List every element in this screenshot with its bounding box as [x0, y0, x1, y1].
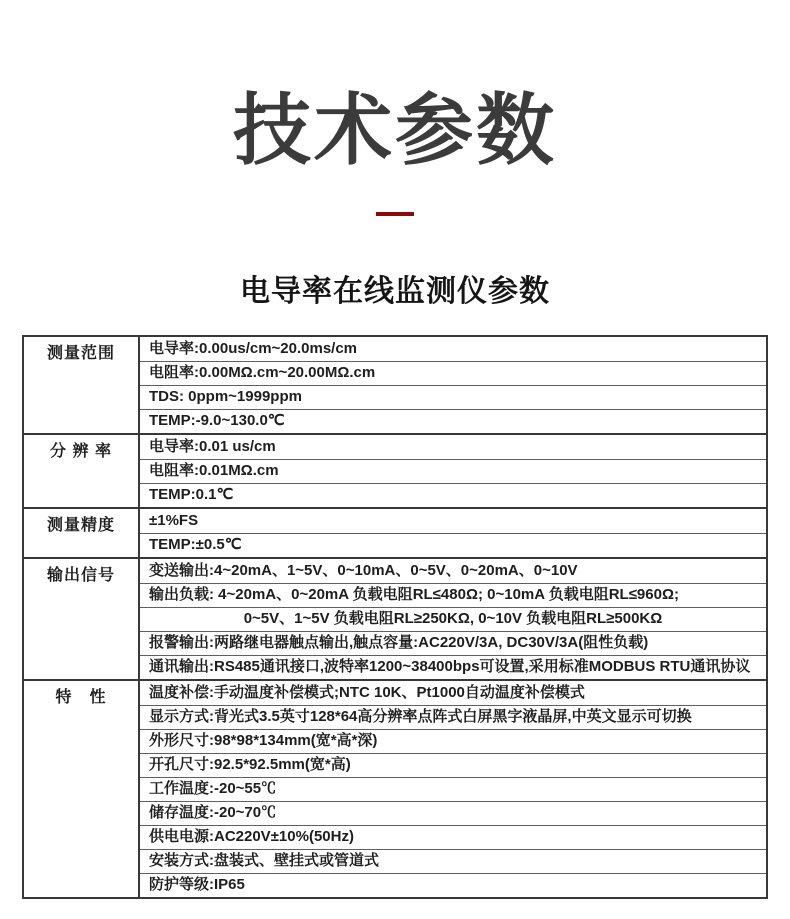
spec-row-output-load-cont: 0~5V、1~5V 负载电阻RL≥250KΩ, 0~10V 负载电阻RL≥500KΩ [140, 607, 766, 631]
spec-category-label: 测量精度 [24, 509, 140, 557]
spec-row-working-temp: 工作温度:-20~55℃ [140, 777, 766, 801]
spec-row-power-supply: 供电电源:AC220V±10%(50Hz) [140, 825, 766, 849]
spec-row-temp-resolution: TEMP:0.1℃ [140, 483, 766, 507]
spec-group-output-signal [24, 557, 766, 679]
spec-rows [140, 509, 766, 557]
spec-row-fs-accuracy: ±1%FS [149, 511, 199, 529]
spec-row-protection-rating: 防护等级:IP65 [140, 873, 766, 897]
spec-row-display-mode: 显示方式:背光式3.5英寸128*64高分辨率点阵式白屏黑字液晶屏,中英文显示可切换 [140, 705, 766, 729]
spec-rows [140, 435, 766, 507]
spec-row-storage-temp: 储存温度:-20~70℃ [140, 801, 766, 825]
spec-group-resolution [24, 433, 766, 507]
spec-group-measurement-range [24, 337, 766, 433]
spec-rows [140, 681, 766, 897]
spec-group-features [24, 679, 766, 897]
spec-row-comm-output: 通讯输出:RS485通讯接口,波特率1200~38400bps可设置,采用标准MODBUS RTU通讯协议 [140, 655, 766, 679]
spec-category-label: 测量范围 [24, 337, 140, 433]
accent-dash-divider [376, 212, 414, 216]
spec-category-label: 输出信号 [24, 559, 140, 679]
spec-row-output-load: 输出负载: 4~20mA、0~20mA 负载电阻RL≤480Ω; 0~10mA 负载电阻RL≤960Ω; [140, 583, 766, 607]
spec-rows [140, 337, 766, 433]
spec-row-conductivity-range: 电导率:0.00us/cm~20.0ms/cm [149, 339, 358, 357]
spec-row-cutout-dimensions: 开孔尺寸:92.5*92.5mm(宽*高) [140, 753, 766, 777]
table-subtitle: 电导率在线监测仪参数 [240, 274, 550, 308]
spec-row-mounting: 安装方式:盘装式、壁挂式或管道式 [140, 849, 766, 873]
spec-row-tds-range: TDS: 0ppm~1999ppm [140, 385, 766, 409]
spec-group-accuracy [24, 507, 766, 557]
page-title: 技术参数 [232, 86, 557, 174]
spec-row-resistivity-resolution: 电阻率:0.01MΩ.cm [140, 459, 766, 483]
spec-table [22, 335, 768, 899]
spec-row-temp-range: TEMP:-9.0~130.0℃ [140, 409, 766, 433]
spec-row-conductivity-resolution: 电导率:0.01 us/cm [149, 437, 276, 455]
spec-row-temp-accuracy: TEMP:±0.5℃ [140, 533, 766, 557]
spec-category-label: 特 性 [24, 681, 140, 897]
spec-row-alarm-output: 报警输出:两路继电器触点输出,触点容量:AC220V/3A, DC30V/3A(阻性负载) [140, 631, 766, 655]
spec-row-resistivity-range: 电阻率:0.00MΩ.cm~20.00MΩ.cm [140, 361, 766, 385]
spec-row-outer-dimensions: 外形尺寸:98*98*134mm(宽*高*深) [140, 729, 766, 753]
spec-row-transmit-output: 变送输出:4~20mA、1~5V、0~10mA、0~5V、0~20mA、0~10V [149, 561, 578, 579]
spec-rows [140, 559, 766, 679]
spec-row-temp-compensation: 温度补偿:手动温度补偿模式;NTC 10K、Pt1000自动温度补偿模式 [149, 683, 585, 701]
spec-category-label: 分 辨 率 [24, 435, 140, 507]
